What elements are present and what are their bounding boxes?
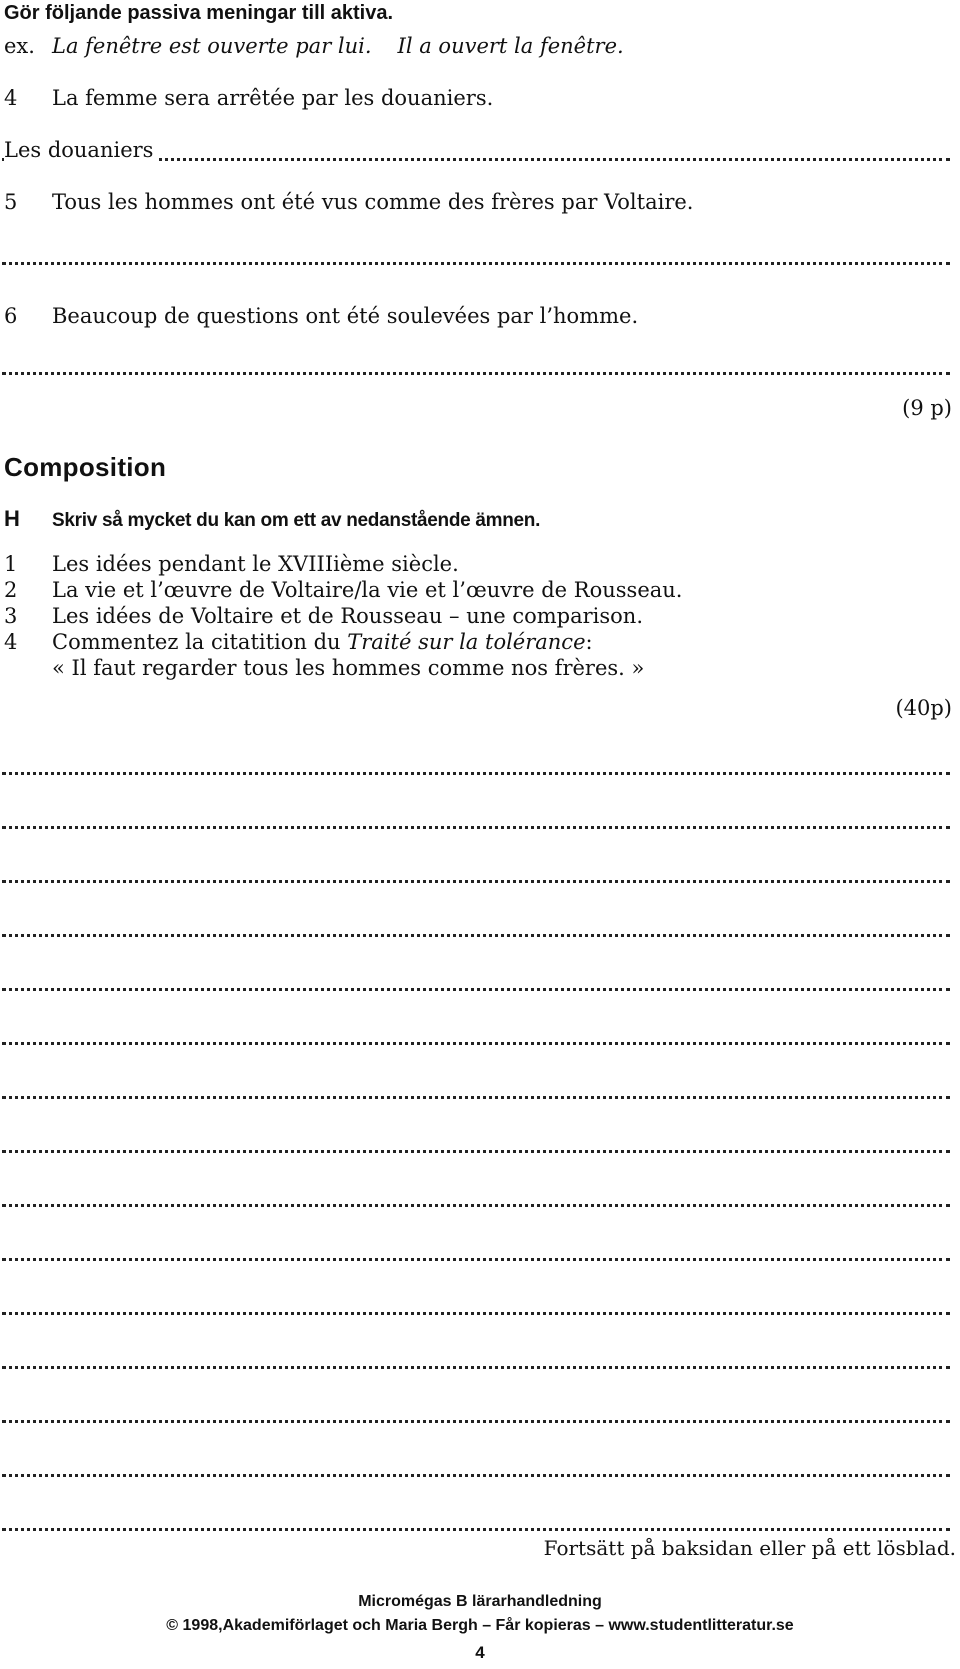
section-heading-composition: Composition — [4, 452, 167, 482]
topic-quote: « Il faut regarder tous les hommes comme nos frères. » — [52, 656, 645, 680]
writing-line[interactable] — [2, 772, 950, 775]
exercise-points: (9 p) — [902, 396, 952, 420]
exercise-number: 5 — [4, 190, 18, 214]
example-active: Il a ouvert la fenêtre. — [397, 34, 624, 58]
writing-line[interactable] — [2, 934, 950, 937]
topic-item — [4, 604, 643, 628]
writing-line[interactable] — [2, 1096, 950, 1099]
topic-number: 1 — [4, 552, 18, 576]
writing-line[interactable] — [2, 1150, 950, 1153]
answer-line[interactable] — [2, 372, 950, 375]
exercise-sentence: La femme sera arrêtée par les douaniers. — [52, 86, 494, 110]
page-number: 4 — [475, 1643, 485, 1662]
answer-prefix: Les douaniers — [4, 138, 157, 162]
continue-note: Fortsätt på baksidan eller på ett lösblad. — [543, 1536, 956, 1560]
topic-text: La vie et l’œuvre de Voltaire/la vie et l’œuvre de Rousseau. — [52, 578, 683, 602]
topic-item — [4, 578, 682, 602]
writing-line[interactable] — [2, 1258, 950, 1261]
topic-book-title: Traité sur la tolérance — [347, 630, 586, 654]
exercise-4 — [4, 86, 493, 110]
exercise-6 — [4, 304, 638, 328]
topic-text: Les idées de Voltaire et de Rousseau – une comparison. — [52, 604, 644, 628]
exercise-sentence: Tous les hommes ont été vus comme des frères par Voltaire. — [52, 190, 694, 214]
topic-number: 2 — [4, 578, 18, 602]
writing-line[interactable] — [2, 1420, 950, 1423]
example-prefix: ex. — [4, 34, 35, 58]
exercise-number: 6 — [4, 304, 18, 328]
answer-line[interactable] — [2, 262, 950, 265]
example-line — [4, 34, 624, 58]
topic-item — [4, 552, 459, 576]
writing-line[interactable] — [2, 988, 950, 991]
writing-line[interactable] — [2, 1366, 950, 1369]
footer-title: Micromégas B lärarhandledning — [358, 1593, 602, 1610]
topic-number: 4 — [4, 630, 18, 654]
example-passive: La fenêtre est ouverte par lui. — [52, 34, 372, 58]
instruction-heading: Gör följande passiva meningar till aktiva. — [4, 2, 394, 24]
topic-item — [4, 630, 593, 654]
writing-line[interactable] — [2, 1474, 950, 1477]
instruction-text: Skriv så mycket du kan om ett av nedanstående ämnen. — [52, 510, 541, 531]
writing-line[interactable] — [2, 1312, 950, 1315]
writing-line[interactable] — [2, 1204, 950, 1207]
writing-line[interactable] — [2, 880, 950, 883]
topic-text-end: : — [585, 630, 593, 654]
exercise-sentence: Beaucoup de questions ont été soulevées par l’homme. — [52, 304, 639, 328]
exercise-number: 4 — [4, 86, 18, 110]
writing-line[interactable] — [2, 826, 950, 829]
footer-copyright: © 1998,Akademiförlaget och Maria Bergh – Får kopieras – www.studentlitteratur.se — [166, 1617, 794, 1634]
composition-instruction — [4, 506, 540, 532]
exercise-letter: H — [4, 506, 20, 531]
topic-number: 3 — [4, 604, 18, 628]
writing-line[interactable] — [2, 1042, 950, 1045]
topic-text: Les idées pendant le XVIIIième siècle. — [52, 552, 459, 576]
topic-text: Commentez la citatition du — [52, 630, 348, 654]
composition-points: (40p) — [895, 696, 952, 720]
exercise-5 — [4, 190, 693, 214]
writing-line[interactable] — [2, 1528, 950, 1531]
